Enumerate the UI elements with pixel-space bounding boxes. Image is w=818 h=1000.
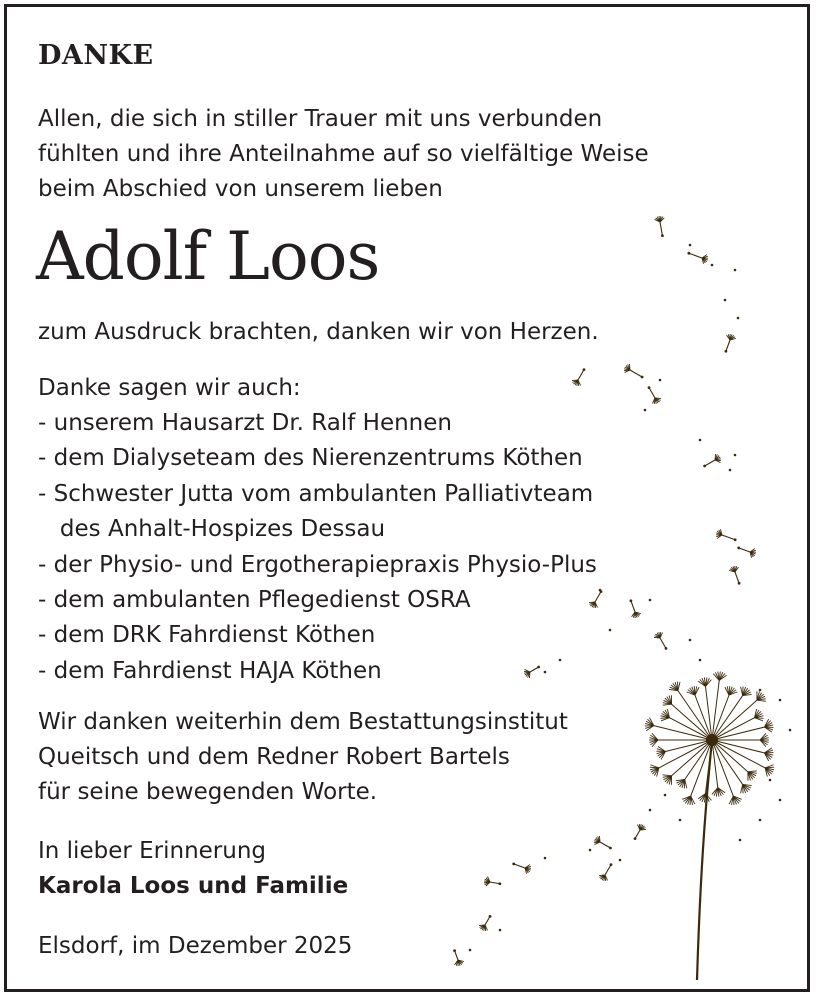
memory-line: In lieber Erinnerung [38, 838, 267, 864]
list-item: des Anhalt-Hospizes Dessau [38, 516, 386, 543]
intro-line: Allen, die sich in stiller Trauer mit uns verbunden [38, 106, 603, 132]
list-item: - dem ambulanten Pflegedienst OSRA [38, 587, 471, 614]
also-heading: Danke sagen wir auch: [38, 375, 301, 401]
list-item: - unserem Hausarzt Dr. Ralf Hennen [38, 410, 452, 436]
place-date: Elsdorf, im Dezember 2025 [38, 933, 353, 959]
deceased-name: Adolf Loos [36, 218, 380, 295]
thanks-line: zum Ausdruck brachten, danken wir von Herzen. [38, 319, 599, 345]
further-line: Queitsch und dem Redner Robert Bartels [38, 744, 510, 770]
list-item: - der Physio- und Ergotherapiepraxis Physio-Plus [38, 551, 597, 578]
notice-heading: DANKE [38, 40, 154, 71]
intro-line: beim Abschied von unserem lieben [38, 176, 443, 202]
intro-line: fühlten und ihre Anteilnahme auf so vielfältige Weise [38, 141, 649, 167]
list-item: - dem Dialyseteam des Nierenzentrums Köthen [38, 445, 583, 472]
list-item: - dem Fahrdienst HAJA Köthen [38, 657, 382, 684]
list-item: - Schwester Jutta vom ambulanten Palliativteam [38, 480, 594, 507]
family-signature: Karola Loos und Familie [38, 873, 349, 899]
further-line: für seine bewegenden Worte. [38, 779, 378, 805]
further-line: Wir danken weiterhin dem Bestattungsinstitut [38, 709, 568, 735]
list-item: - dem DRK Fahrdienst Köthen [38, 622, 376, 649]
